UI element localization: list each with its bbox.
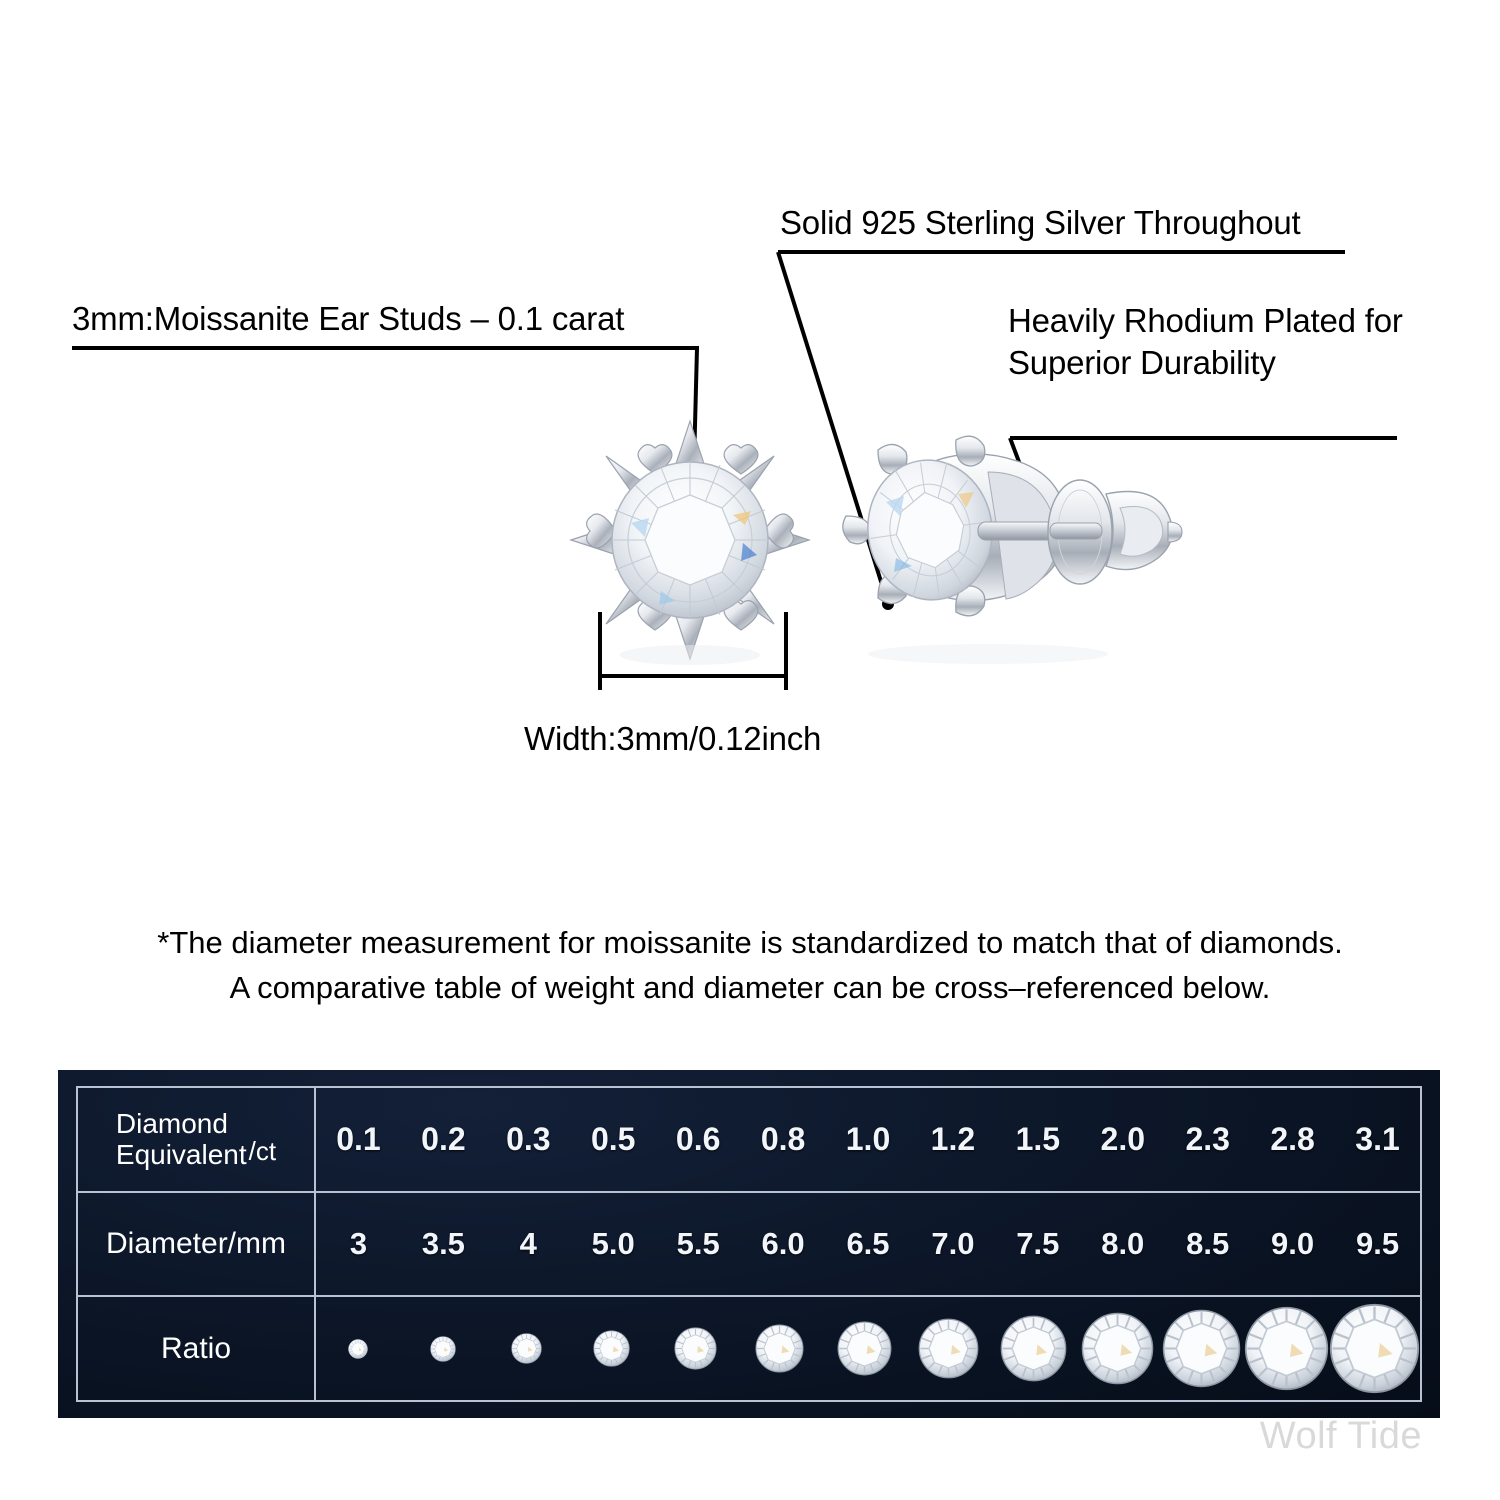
- table-row-ratio: [78, 1297, 1420, 1400]
- diameter-cell: 7.0: [931, 1226, 975, 1261]
- carat-cell: 0.2: [421, 1120, 466, 1157]
- ratio-cell: [991, 1315, 1075, 1382]
- ratio-cell: [316, 1339, 400, 1359]
- ratio-cell: [907, 1318, 991, 1379]
- carat-values: [316, 1088, 1420, 1191]
- note-line-2: A comparative table of weight and diameter can be cross–referenced below.: [229, 970, 1271, 1005]
- row-header-diameter-label: Diameter/mm: [105, 1227, 286, 1260]
- diamond-icon: [837, 1321, 892, 1376]
- ratio-cell: [653, 1327, 737, 1370]
- table-row-carat: [78, 1088, 1420, 1193]
- carat-cell: 2.3: [1185, 1120, 1230, 1157]
- ratio-diamond-scale: [316, 1297, 1420, 1400]
- callout-plating: [1008, 300, 1403, 384]
- diamond-icon: [1000, 1315, 1067, 1382]
- callout-plating-label-line2: Superior Durability: [1008, 344, 1276, 381]
- note-line-1: *The diameter measurement for moissanite is standardized to match that of diamonds.: [157, 925, 1343, 960]
- callout-material: [780, 202, 1301, 244]
- row-header-carat-unit: /ct: [248, 1136, 277, 1167]
- ratio-cell: [1244, 1306, 1329, 1391]
- ratio-cell: [1160, 1309, 1244, 1388]
- carat-cell: 0.3: [506, 1120, 551, 1157]
- callout-material-label: Solid 925 Sterling Silver Throughout: [780, 204, 1301, 241]
- brand-watermark: Wolf Tide: [1259, 1415, 1422, 1457]
- carat-cell: 1.5: [1015, 1120, 1061, 1157]
- row-header-ratio-label: Ratio: [160, 1331, 232, 1365]
- carat-cell: 0.6: [675, 1120, 721, 1157]
- size-comparison-panel: [58, 1070, 1440, 1418]
- carat-cell: 0.5: [590, 1120, 636, 1157]
- row-header-carat: [78, 1088, 316, 1191]
- diamond-icon: [918, 1318, 979, 1379]
- diameter-cell: 4: [519, 1226, 537, 1261]
- diamond-icon: [1081, 1312, 1154, 1385]
- row-header-diameter: [78, 1193, 316, 1296]
- diamond-icon: [1329, 1303, 1420, 1394]
- callout-width: [524, 718, 821, 760]
- diamond-icon: [1244, 1306, 1329, 1391]
- carat-cell: 2.8: [1270, 1120, 1315, 1157]
- diameter-cell: 3: [349, 1226, 368, 1261]
- diameter-values: [316, 1193, 1420, 1296]
- diameter-cell: 5.0: [591, 1226, 635, 1261]
- ratio-cell: [569, 1330, 653, 1367]
- diamond-icon: [593, 1330, 630, 1367]
- diamond-icon: [511, 1333, 542, 1364]
- callout-size-spec: [72, 298, 624, 340]
- ratio-cell: [738, 1324, 822, 1373]
- diamond-icon: [674, 1327, 717, 1370]
- diameter-cell: 8.0: [1101, 1226, 1145, 1261]
- diameter-cell: 9.5: [1355, 1226, 1400, 1261]
- callout-plating-label-line1: Heavily Rhodium Plated for: [1008, 302, 1403, 339]
- diamond-icon: [755, 1324, 804, 1373]
- ratio-cell: [822, 1321, 906, 1376]
- row-header-ratio: [78, 1297, 316, 1400]
- diameter-cell: 9.0: [1271, 1226, 1315, 1261]
- diameter-cell: 3.5: [421, 1226, 465, 1261]
- ratio-cell: [485, 1333, 569, 1364]
- table-row-diameter: [78, 1193, 1420, 1298]
- carat-cell: 2.0: [1100, 1120, 1145, 1157]
- diamond-icon: [1162, 1309, 1241, 1388]
- diamond-icon: [348, 1339, 368, 1359]
- earring-side-view: [838, 430, 1208, 670]
- row-header-carat-line2: Equivalent: [115, 1139, 247, 1171]
- carat-cell: 1.2: [930, 1120, 976, 1157]
- diameter-cell: 7.5: [1016, 1226, 1060, 1261]
- diameter-cell: 5.5: [676, 1226, 720, 1261]
- earring-front-view: [565, 415, 815, 665]
- carat-cell: 3.1: [1355, 1120, 1400, 1157]
- ratio-cell: [1075, 1312, 1159, 1385]
- callout-size-spec-label: 3mm:Moissanite Ear Studs – 0.1 carat: [72, 300, 625, 337]
- diameter-cell: 6.0: [761, 1226, 805, 1261]
- row-header-carat-line1: Diamond: [115, 1108, 228, 1140]
- diameter-cell: 6.5: [846, 1226, 890, 1261]
- size-comparison-table: [76, 1086, 1422, 1402]
- diameter-cell: 8.5: [1186, 1226, 1230, 1261]
- ratio-cell: [1329, 1303, 1420, 1394]
- standardization-note: [0, 920, 1500, 1010]
- callout-width-label: Width:3mm/0.12inch: [524, 720, 822, 757]
- ratio-cell: [400, 1336, 484, 1362]
- carat-cell: 0.1: [336, 1120, 381, 1157]
- carat-cell: 1.0: [845, 1120, 891, 1157]
- diamond-icon: [430, 1336, 456, 1362]
- carat-cell: 0.8: [760, 1120, 806, 1157]
